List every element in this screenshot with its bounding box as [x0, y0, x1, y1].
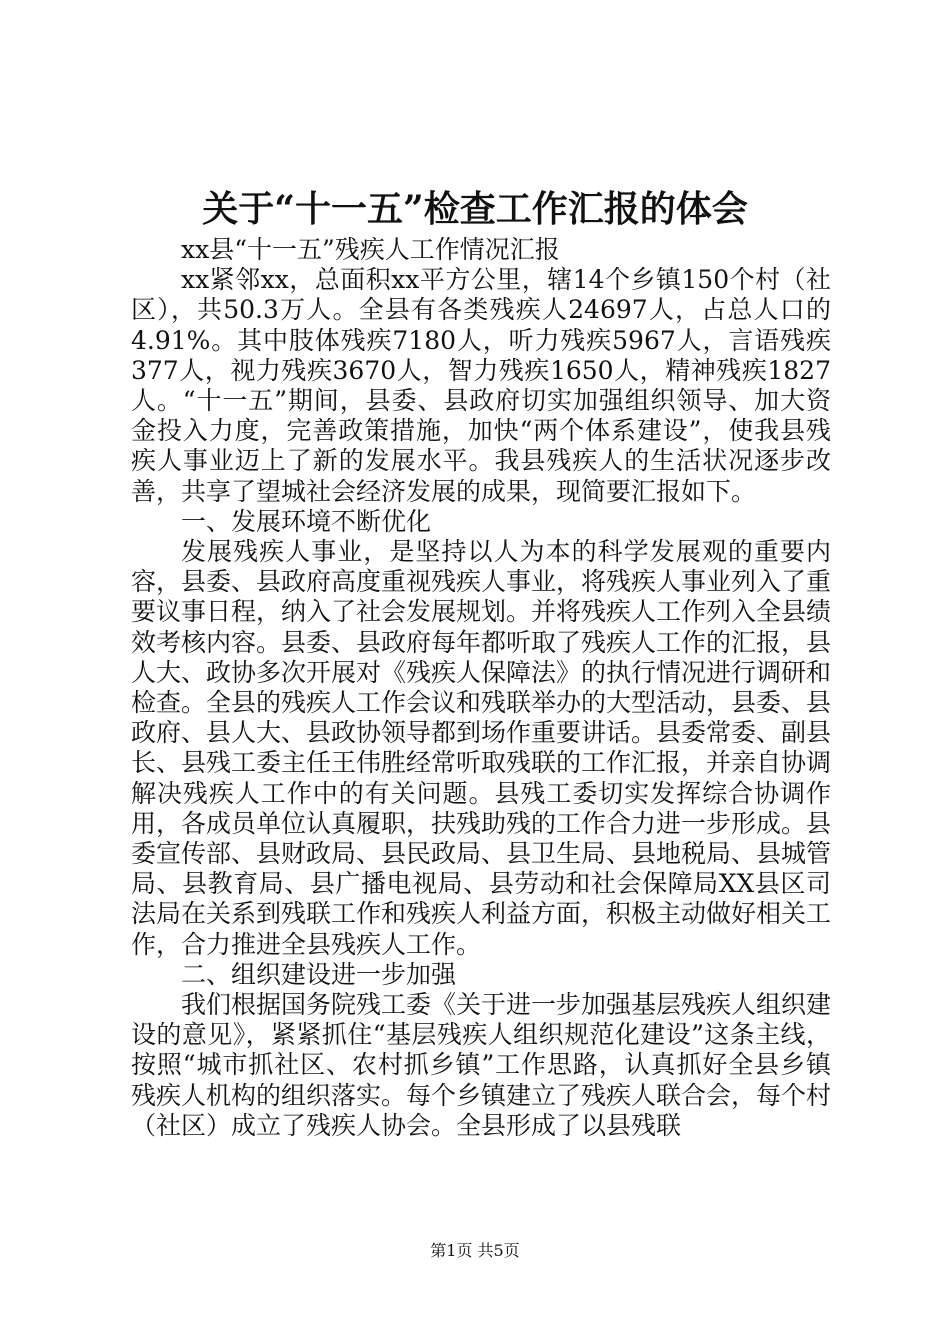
- document-title: 关于“十一五”检查工作汇报的体会: [202, 188, 748, 230]
- page-number-footer: 第1页 共5页: [430, 1241, 520, 1260]
- section-heading-2: 二、组织建设进一步加强: [181, 959, 457, 989]
- section-heading-1: 一、发展环境不断优化: [181, 506, 432, 536]
- paragraph-overview: xx紧邻xx，总面积xx平方公里，辖14个乡镇150个村（社区），共50.3万人。全县有各类残疾人24697人，占总人口的4.91%。其中肢体残疾7180人，听力残疾5967人，言语残疾377人，视力残疾3670人，智力残疾1650人，精神残疾1827人。“十一五”期间，县委、县政府切实加强组织领导、加大资金投入力度，完善政策措施，加快“两个体系建设”，使我县残疾人事业迈上了新的发展水平。我县残疾人的生活状况逐步改善，共享了望城社会经济发展的成果，现简要汇报如下。: [131, 265, 831, 506]
- document-body: [131, 235, 831, 1141]
- report-subtitle: xx县“十一五”残疾人工作情况汇报: [181, 235, 560, 264]
- paragraph-section-1: 发展残疾人事业，是坚持以人为本的科学发展观的重要内容，县委、县政府高度重视残疾人事业，将残疾人事业列入了重要议事日程，纳入了社会发展规划。并将残疾人工作列入全县绩效考核内容。县委、县政府每年都听取了残疾人工作的汇报，县人大、政协多次开展对《残疾人保障法》的执行情况进行调研和检查。全县的残疾人工作会议和残联举办的大型活动，县委、县政府、县人大、县政协领导都到场作重要讲话。县委常委、副县长、县残工委主任王伟胜经常听取残联的工作汇报，并亲自协调解决残疾人工作中的有关问题。县残工委切实发挥综合协调作用，各成员单位认真履职，扶残助残的工作合力进一步形成。县委宣传部、县财政局、县民政局、县卫生局、县地税局、县城管局、县教育局、县广播电视局、县劳动和社会保障局XX县区司法局在关系到残联工作和残疾人利益方面，积极主动做好相关工作，合力推进全县残疾人工作。: [131, 537, 832, 959]
- paragraph-section-2: 我们根据国务院残工委《关于进一步加强基层残疾人组织建设的意见》，紧紧抓住“基层残疾人组织规范化建设”这条主线，按照“城市抓社区、农村抓乡镇”工作思路，认真抓好全县乡镇残疾人机构的组织落实。每个乡镇建立了残疾人联合会，每个村（社区）成立了残疾人协会。全县形成了以县残联: [131, 990, 832, 1140]
